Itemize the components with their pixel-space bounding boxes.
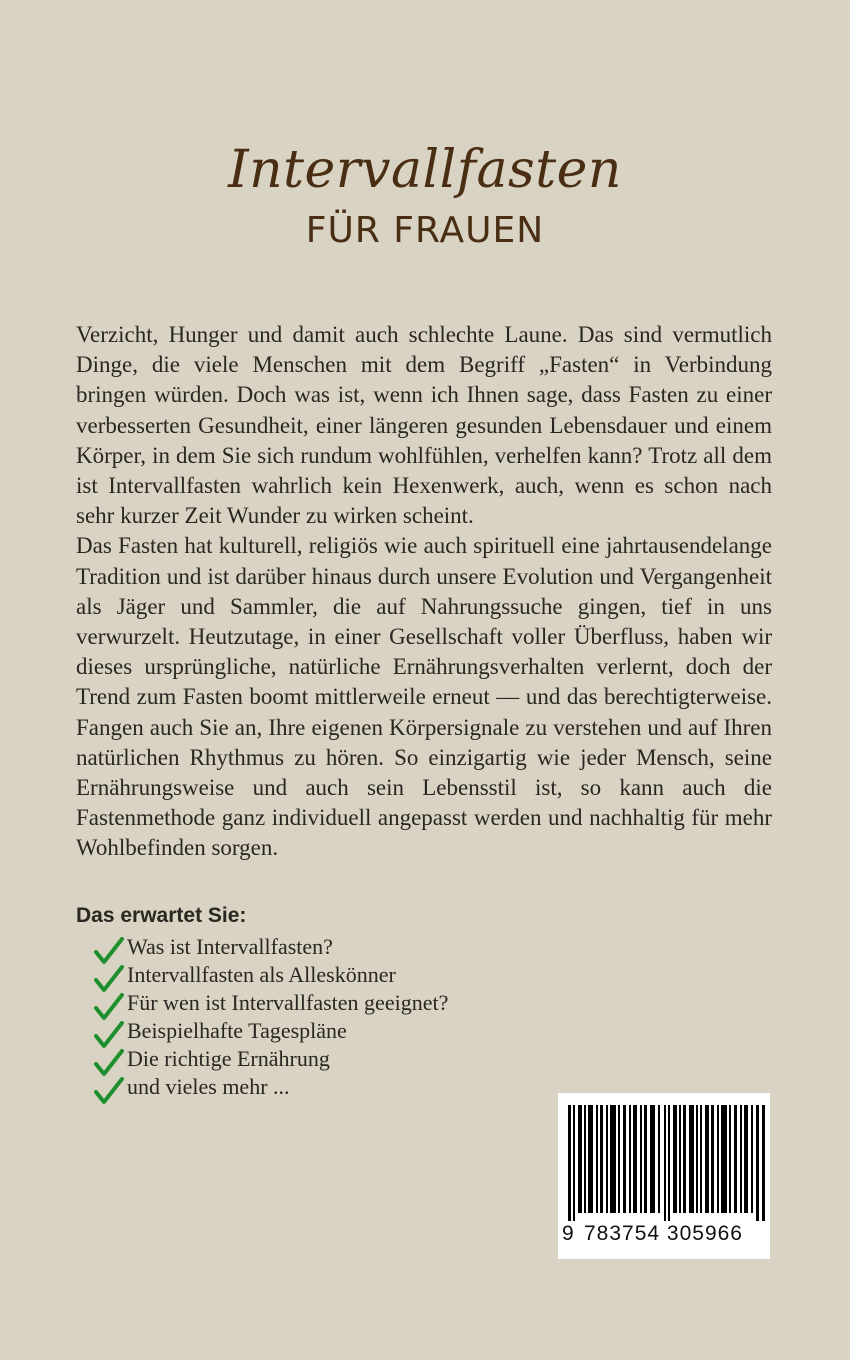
- isbn-first-digit: 9: [562, 1222, 575, 1245]
- check-icon: [94, 1077, 124, 1105]
- list-item-label: Die richtige Ernährung: [127, 1046, 330, 1071]
- expectations-heading: Das erwartet Sie:: [76, 904, 247, 927]
- list-item: [94, 989, 448, 1017]
- list-item-label: und vieles mehr ...: [127, 1074, 290, 1099]
- book-title: Intervallfasten: [228, 140, 622, 200]
- barcode-bars: [568, 1105, 768, 1221]
- blurb-paragraph-1: Verzicht, Hunger und damit auch schlechte Laune. Das sind vermutlich Dinge, die viele Menschen mit dem Begriff „Fasten“ in Verbindung bringen würden. Doch was ist, wenn ich Ihnen sage, dass Fasten zu einer verbesserten Gesundheit, einer längeren gesunden Lebensdauer und einem Körper, in dem Sie sich rundum wohlfühlen, verhelfen kann? Trotz all dem ist Intervallfasten wahrlich kein Hexenwerk, auch, wenn es schon nach sehr kurzer Zeit Wunder zu wirken scheint.: [76, 322, 772, 529]
- isbn-barcode: [558, 1093, 770, 1259]
- list-item-label: Für wen ist Intervallfasten geeignet?: [127, 990, 449, 1015]
- list-item: [94, 1017, 448, 1045]
- isbn-digits: 783754 305966: [584, 1222, 743, 1245]
- list-item-label: Beispielhafte Tagespläne: [127, 1018, 347, 1043]
- blurb: [76, 320, 772, 864]
- list-item: [94, 1073, 448, 1101]
- book-subtitle: FÜR FRAUEN: [305, 210, 545, 251]
- list-item-label: Intervallfasten als Alleskönner: [127, 962, 396, 987]
- blurb-paragraph-2: Das Fasten hat kulturell, religiös wie auch spirituell eine jahrtausendelange Tradition und ist darüber hinaus durch unsere Evolution und Vergangenheit als Jäger und Sammler, die auf Nahrungssuche gingen, tief in uns verwurzelt. Heutzutage, in einer Gesellschaft voller Überfluss, haben wir dieses ursprüngliche, natürliche Ernährungsverhalten verlernt, doch der Trend zum Fasten boomt mittlerweile erneut — und das berechtigterweise. Fangen auch Sie an, Ihre eigenen Körpersignale zu verstehen und auf Ihren natürlichen Rhythmus zu hören. So einzigartig wie jeder Mensch, seine Ernährungsweise und auch sein Lebensstil ist, so kann auch die Fastenmethode ganz individuell angepasst werden und nachhaltig für mehr Wohlbefinden sorgen.: [76, 533, 772, 861]
- list-item: [94, 933, 448, 961]
- expectations-list: [94, 933, 448, 1101]
- list-item: [94, 1045, 448, 1073]
- list-item: [94, 961, 448, 989]
- list-item-label: Was ist Intervallfasten?: [127, 934, 333, 959]
